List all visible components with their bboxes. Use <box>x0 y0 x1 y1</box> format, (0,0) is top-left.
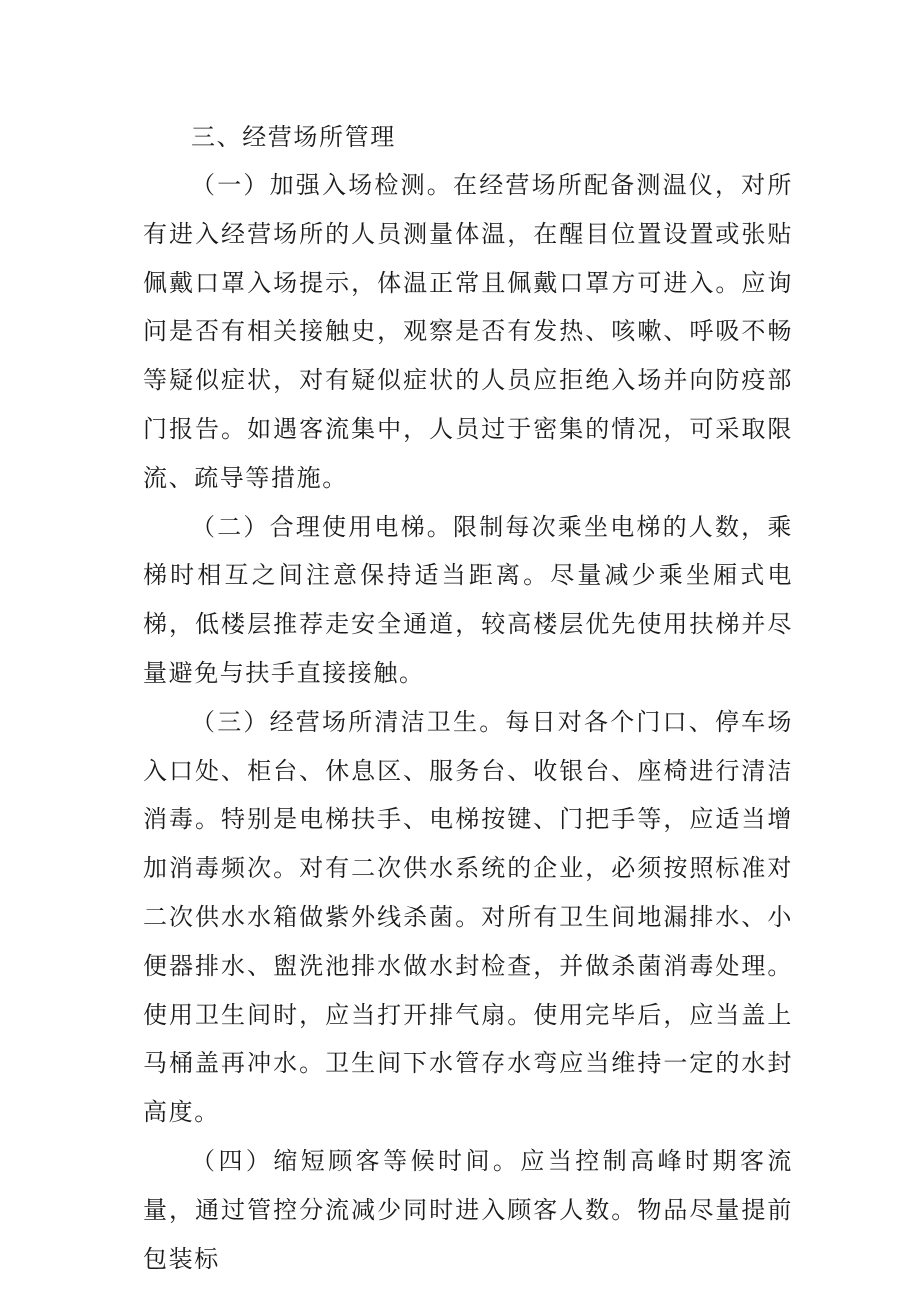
paragraph-cleaning-hygiene: （三）经营场所清洁卫生。每日对各个门口、停车场入口处、柜台、休息区、服务台、收银台、座椅进行清洁消毒。特别是电梯扶手、电梯按键、门把手等，应适当增加消毒频次。对有二次供水系统的企业，必须按照标准对二次供水水箱做紫外线杀菌。对所有卫生间地漏排水、小便器排水、盥洗池排水做水封检查，并做杀菌消毒处理。使用卫生间时，应当打开排气扇。使用完毕后，应当盖上马桶盖再冲水。卫生间下水管存水弯应当维持一定的水封高度。 <box>143 707 793 1127</box>
document-body <box>143 113 793 1283</box>
paragraph-waiting-time: （四）缩短顾客等候时间。应当控制高峰时期客流量，通过管控分流减少同时进入顾客人数。物品尽量提前包装标 <box>143 1146 793 1273</box>
section-heading: 三、经营场所管理 <box>191 123 396 151</box>
paragraph-elevator-use: （二）合理使用电梯。限制每次乘坐电梯的人数，乘梯时相互之间注意保持适当距离。尽量减少乘坐厢式电梯，低楼层推荐走安全通道，较高楼层优先使用扶梯并尽量避免与扶手直接接触。 <box>143 512 793 687</box>
paragraph-entry-testing: （一）加强入场检测。在经营场所配备测温仪，对所有进入经营场所的人员测量体温，在醒目位置设置或张贴佩戴口罩入场提示，体温正常且佩戴口罩方可进入。应询问是否有相关接触史，观察是否有发热、咳嗽、呼吸不畅等疑似症状，对有疑似症状的人员应拒绝入场并向防疫部门报告。如遇客流集中，人员过于密集的情况，可采取限流、疏导等措施。 <box>143 171 793 492</box>
